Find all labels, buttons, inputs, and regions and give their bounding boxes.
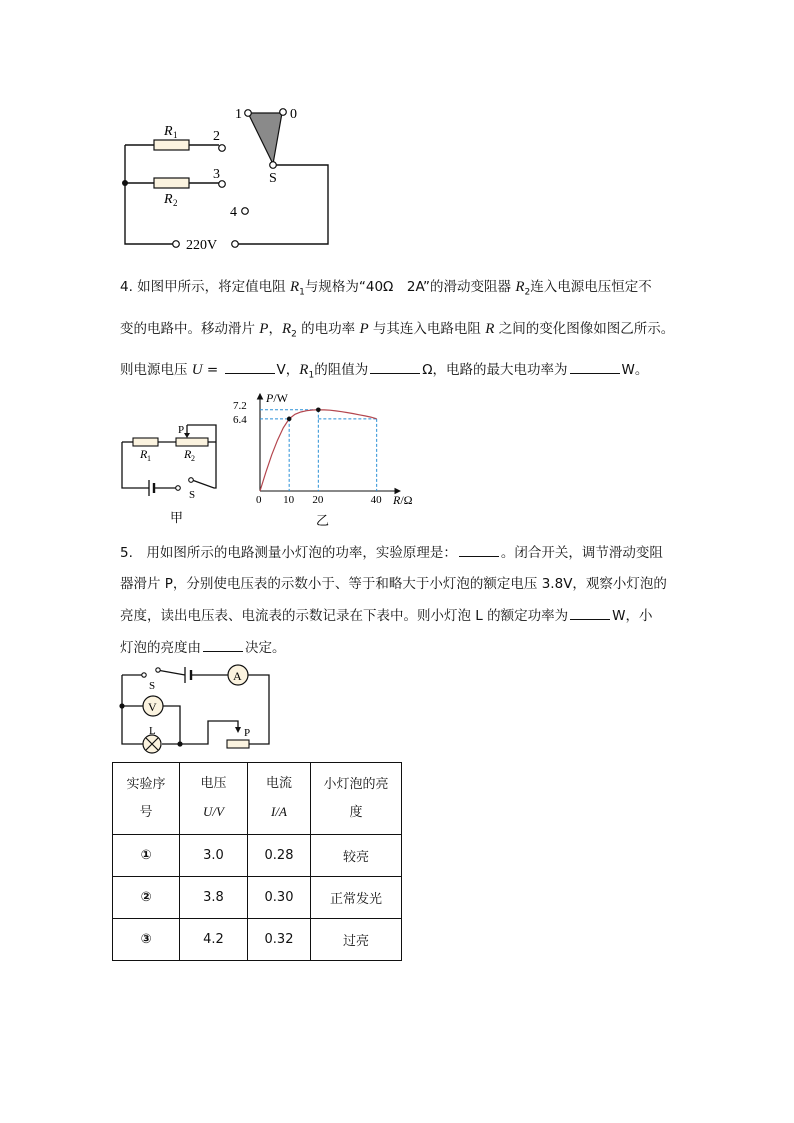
table-header-row [113, 763, 402, 835]
y-axis-label: P/W [266, 391, 289, 405]
answer-blank-rated-power[interactable] [570, 607, 610, 620]
header-trial-no: 实验序 号 [113, 763, 180, 835]
table-row: ② 3.8 0.30 正常发光 [113, 877, 402, 919]
r1-sub: 1 [173, 130, 178, 140]
figure-caption-jia: 甲 [170, 510, 184, 525]
circuit-diagram-switch [115, 100, 345, 255]
rheostat-r2 [176, 438, 208, 446]
resistor-r1 [154, 140, 189, 150]
switch-s-label: S [189, 489, 196, 501]
r2-label: R [184, 447, 192, 461]
resistor-r2 [154, 178, 189, 188]
circuit-diagram-lamp [112, 662, 282, 754]
voltage-label: 220V [186, 238, 218, 253]
terminal-3-label: 3 [213, 167, 220, 182]
rotary-switch-blade [248, 113, 282, 164]
experiment-table [112, 762, 402, 961]
figure-caption-yi: 乙 [316, 513, 330, 528]
r1-sub: 1 [147, 454, 151, 463]
terminal-0-label: 0 [290, 107, 297, 122]
answer-blank-max-power[interactable] [570, 361, 620, 374]
x-tick-label: 20 [312, 494, 324, 506]
x-axis-label: R/Ω [393, 493, 413, 507]
answer-blank-r1[interactable] [370, 361, 420, 374]
rheostat [227, 740, 249, 748]
power-resistance-chart [228, 388, 428, 530]
lamp-icon [143, 735, 161, 753]
answer-blank-voltage[interactable] [225, 361, 275, 374]
switch-s-label: S [269, 171, 277, 186]
x-tick-label: 10 [283, 494, 295, 506]
answer-blank-brightness[interactable] [203, 639, 243, 652]
battery-icon [149, 480, 154, 496]
switch-s-label: S [149, 680, 156, 692]
circuit-diagram-jia [112, 418, 237, 530]
svg-text:V: V [148, 700, 157, 714]
r2-sub: 2 [191, 454, 195, 463]
terminal-1-label: 1 [235, 107, 242, 122]
q5-line-2: 器滑片 P，分别使电压表的示数小于、等于和略大于小灯泡的额定电压 3.8V，观察小灯泡的 [120, 576, 667, 592]
resistor-r1 [133, 438, 158, 446]
table-row: ③ 4.2 0.32 过亮 [113, 919, 402, 961]
battery-icon [185, 667, 191, 683]
y-tick-label: 6.4 [233, 413, 247, 426]
y-tick-label: 7.2 [233, 399, 247, 412]
data-point [287, 417, 292, 422]
terminal-2-label: 2 [213, 129, 220, 144]
lamp-l-label: L [149, 725, 156, 737]
r1-label: R [164, 124, 173, 139]
q4-line-1: 4. 如图甲所示，将定值电阻 $R_1$与规格为“40Ω 2A”的滑动变阻器 $R_2$连入电源电压恒定不 [120, 279, 652, 298]
q5-line-3: 亮度，读出电压表、电流表的示数记录在下表中。则小灯泡 L 的额定功率为 W，小 [120, 608, 653, 624]
data-point [316, 407, 321, 412]
r1-label: R [140, 447, 148, 461]
header-voltage: 电压 U/V [180, 763, 248, 835]
q4-line-2: 变的电路中。移动滑片 P，$R_2$ 的电功率 P 与其连入电路电阻 R 之间的变化图像如图乙所示。 [120, 321, 675, 340]
slider-p-label: P [178, 424, 185, 436]
header-brightness: 小灯泡的亮 度 [311, 763, 402, 835]
q4-line-3: 则电源电压 U = V，$R_1$的阻值为 Ω，电路的最大电功率为 W。 [120, 362, 649, 381]
x-tick-label: 40 [370, 494, 382, 506]
r2-sub: 2 [173, 198, 178, 208]
terminal-4-label: 4 [230, 205, 237, 220]
r2-label: R [164, 192, 173, 207]
svg-text:A: A [233, 669, 242, 683]
q5-line-1: 5. 用如图所示的电路测量小灯泡的功率，实验原理是： 。闭合开关，调节滑动变阻 [120, 545, 663, 561]
wire-right [238, 165, 328, 244]
origin-label: 0 [256, 494, 262, 506]
header-current: 电流 I/A [248, 763, 311, 835]
q5-line-4: 灯泡的亮度由 决定。 [120, 640, 286, 656]
table-row: ① 3.0 0.28 较亮 [113, 835, 402, 877]
answer-blank-principle[interactable] [459, 544, 499, 557]
slider-p-label: P [244, 727, 251, 739]
